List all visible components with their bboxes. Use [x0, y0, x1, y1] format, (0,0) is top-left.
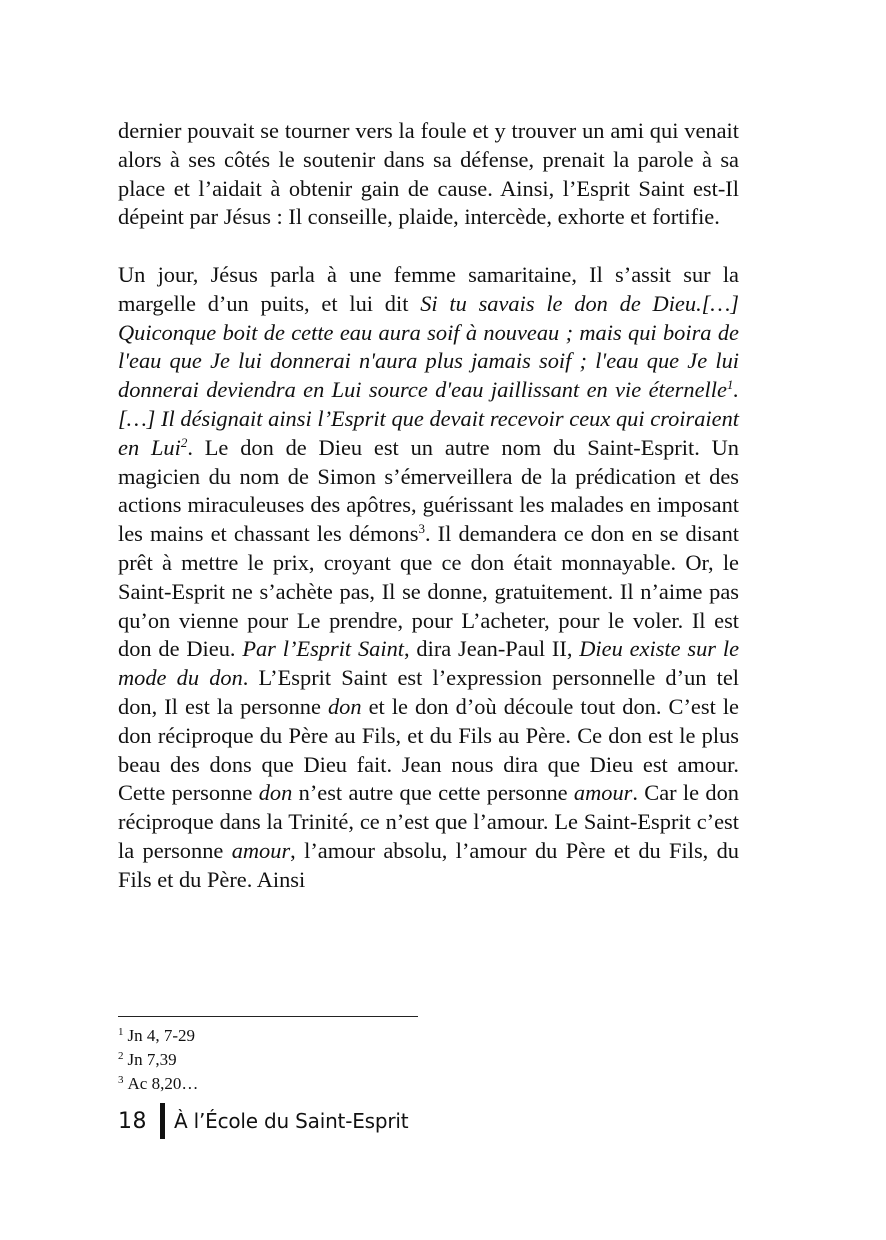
footnote-number: 1	[118, 1026, 124, 1038]
text-run: Un jour, Jésus parla à une femme samaritaine, Il s’assit sur la margelle d’un puits, et lui dit	[118, 261, 739, 316]
running-title: À l’École du Saint-Esprit	[174, 1109, 409, 1133]
emphasis: amour	[573, 780, 633, 806]
footnote-2	[118, 1048, 198, 1072]
footnote-1	[118, 1024, 198, 1048]
emphasis: amour	[231, 837, 291, 863]
footnote-ref-2: 2	[180, 434, 188, 450]
text-run: . Car le don réciproque dans la Trinité, ce n’est que l’amour. Le Saint-Esprit c’est la personne	[118, 780, 739, 863]
text-run: n’est autre que cette personne	[292, 780, 574, 806]
footnote-text: Jn 4, 7-29	[127, 1026, 196, 1045]
footnotes	[118, 1024, 198, 1096]
quote-jean-paul: Par l’Esprit Saint	[242, 636, 404, 662]
footnote-ref-3: 3	[418, 521, 425, 537]
scripture-quote: Si tu savais le don de Dieu.[…] Quiconque boit de cette eau aura soif à nouveau ; mais qui boira de l'eau que Je lui donnerai n'aura plus jamais soif ; l'eau que Je lui donnerai deviendra en Lui source d'eau jaillissant en vie éternelle	[118, 290, 740, 403]
page-footer	[118, 1103, 408, 1139]
text-run: . Il demandera ce don en se disant prêt à mettre le prix, croyant que ce don était monnayable. Or, le Saint-Esprit ne s’achète pas, Il se donne, gratuitement. Il n’aime pas qu’on vienne pour Le prendre, pour L’acheter, pour le voler. Il est don de Dieu.	[118, 521, 739, 662]
text-run: . L’Esprit Saint est l’expression personnelle d’un tel don, Il est la personne	[118, 665, 740, 719]
emphasis: don	[258, 780, 293, 806]
footnote-3	[118, 1072, 198, 1096]
footnote-divider	[118, 1016, 418, 1017]
emphasis: don	[327, 693, 362, 719]
footnote-text: Jn 7,39	[127, 1050, 177, 1069]
paragraph-1: dernier pouvait se tourner vers la foule et y trouver un ami qui venait alors à ses côtés le soutenir dans sa défense, prenait la parole à sa place et l’aidait à obtenir gain de cause. Ainsi, l’Esprit Saint est-Il dépeint par Jésus : Il conseille, plaide, intercède, exhorte et fortifie.	[118, 118, 739, 230]
page-body	[118, 117, 739, 895]
text-run: . Le don de Dieu est un autre nom du Saint-Esprit. Un magicien du nom de Simon s’émerveillera de la prédication et des actions miraculeuses des apôtres, guérissant les malades en imposant les mains et chassant les démons	[118, 434, 739, 547]
footnote-number: 2	[118, 1050, 124, 1062]
scripture-quote: .[…] Il désignait ainsi l’Esprit que devait recevoir ceux qui croiraient en Lui	[118, 377, 739, 460]
footer-divider-bar	[160, 1103, 165, 1139]
text-run: , dira Jean-Paul II,	[404, 636, 580, 662]
paragraph-2	[118, 261, 739, 895]
footnote-number: 3	[118, 1074, 124, 1086]
text-run: , l’amour absolu, l’amour du Père et du Fils, du Fils et du Père. Ainsi	[118, 837, 739, 892]
footnote-ref-1: 1	[726, 377, 734, 393]
text-run: et le don d’où découle tout don. C’est le don réciproque du Père au Fils, et du Fils au Père. Ce don est le plus beau des dons que Dieu fait. Jean nous dira que Dieu est amour. Cette personne	[118, 693, 739, 806]
footnote-text: Ac 8,20…	[127, 1074, 199, 1093]
quote-jean-paul: Dieu existe sur le mode du don	[118, 636, 740, 691]
page-number: 18	[118, 1108, 147, 1134]
